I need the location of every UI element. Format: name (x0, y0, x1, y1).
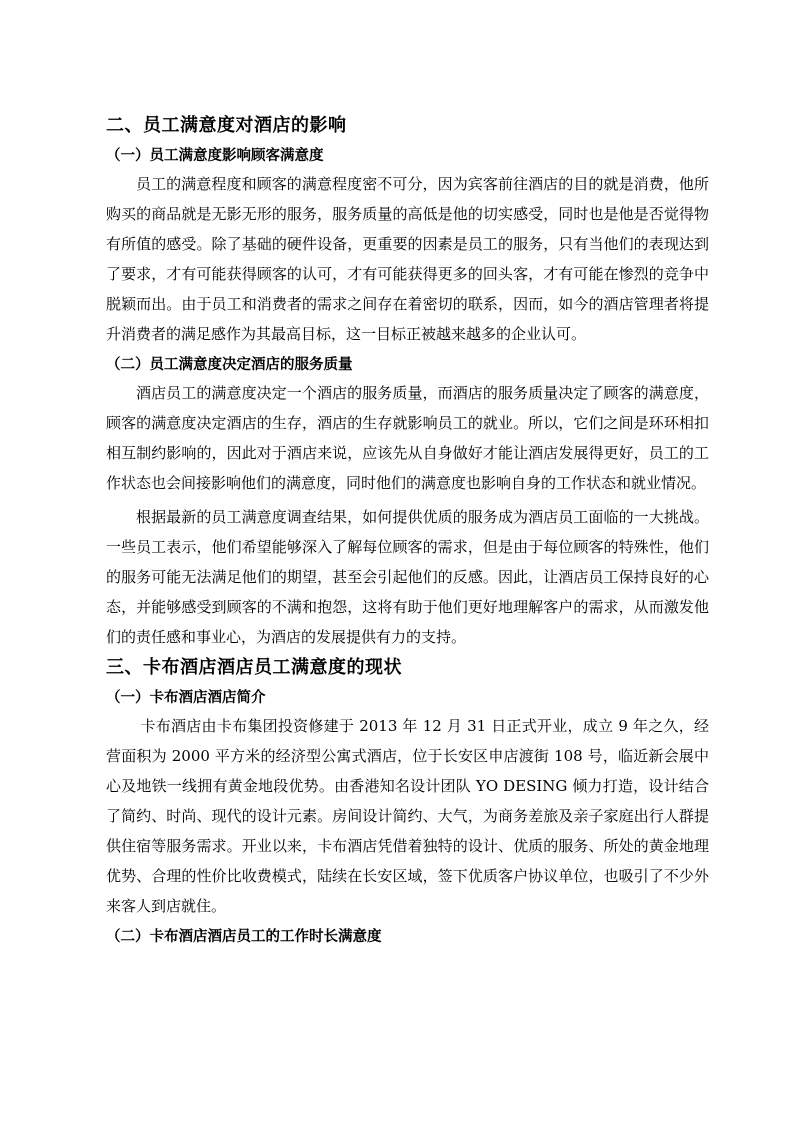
paragraph: 根据最新的员工满意度调查结果，如何提供优质的服务成为酒店员工面临的一大挑战。一些员工表示，他们希望能够深入了解每位顾客的需求，但是由于每位顾客的特殊性，他们的服务可能无法满足他们的期望，甚至会引起他们的反感。因此，让酒店员工保持良好的心态，并能够感受到顾客的不满和抱怨，这将有助于他们更好地理解客户的需求，从而激发他们的责任感和事业心，为酒店的发展提供有力的支持。 (106, 508, 709, 646)
subsection-heading: （一）卡布酒店酒店简介 (106, 690, 266, 706)
paragraph: 卡布酒店由卡布集团投资修建于 2013 年 12 月 31 日正式开业，成立 9 年之久，经营面积为 2000 平方米的经济型公寓式酒店，位于长安区申店渡街 108 号，临近新会展中心及地铁一线拥有黄金地段优势。由香港知名设计团队 YO DESING 倾力打造，设计结合了简约、时尚、现代的设计元素。房间设计简约、大气，为商务差旅及亲子家庭出行人群提供住宿等服务需求。开业以来，卡布酒店凭借着独特的设计、优质的服务、所处的黄金地理优势、合理的性价比收费模式，陆续在长安区域，签下优质客户协议单位，也吸引了不少外来客人到店就住。 (106, 717, 709, 915)
subsection-heading: （二）员工满意度决定酒店的服务质量 (106, 357, 353, 373)
section-heading: 三、卡布酒店酒店员工满意度的现状 (106, 657, 402, 678)
section-heading: 二、员工满意度对酒店的影响 (106, 115, 347, 136)
paragraph: 酒店员工的满意度决定一个酒店的服务质量，而酒店的服务质量决定了顾客的满意度，顾客的满意度决定酒店的生存，酒店的生存就影响员工的就业。所以，它们之间是环环相扣相互制约影响的，因此对于酒店来说，应该先从自身做好才能让酒店发展得更好，员工的工作状态也会间接影响他们的满意度，同时他们的满意度也影响自身的工作状态和就业情况。 (106, 384, 709, 492)
subsection-heading: （一）员工满意度影响顾客满意度 (106, 148, 324, 164)
subsection-heading: （二）卡布酒店酒店员工的工作时长满意度 (106, 929, 382, 945)
paragraph: 员工的满意程度和顾客的满意程度密不可分，因为宾客前往酒店的目的就是消费，他所购买的商品就是无影无形的服务，服务质量的高低是他的切实感受，同时也是他是否觉得物有所值的感受。除了基础的硬件设备，更重要的因素是员工的服务，只有当他们的表现达到了要求，才有可能获得顾客的认可，才有可能获得更多的回头客，才有可能在惨烈的竞争中脱颖而出。由于员工和消费者的需求之间存在着密切的联系，因而，如今的酒店管理者将提升消费者的满足感作为其最高目标，这一目标正被越来越多的企业认可。 (106, 175, 709, 343)
